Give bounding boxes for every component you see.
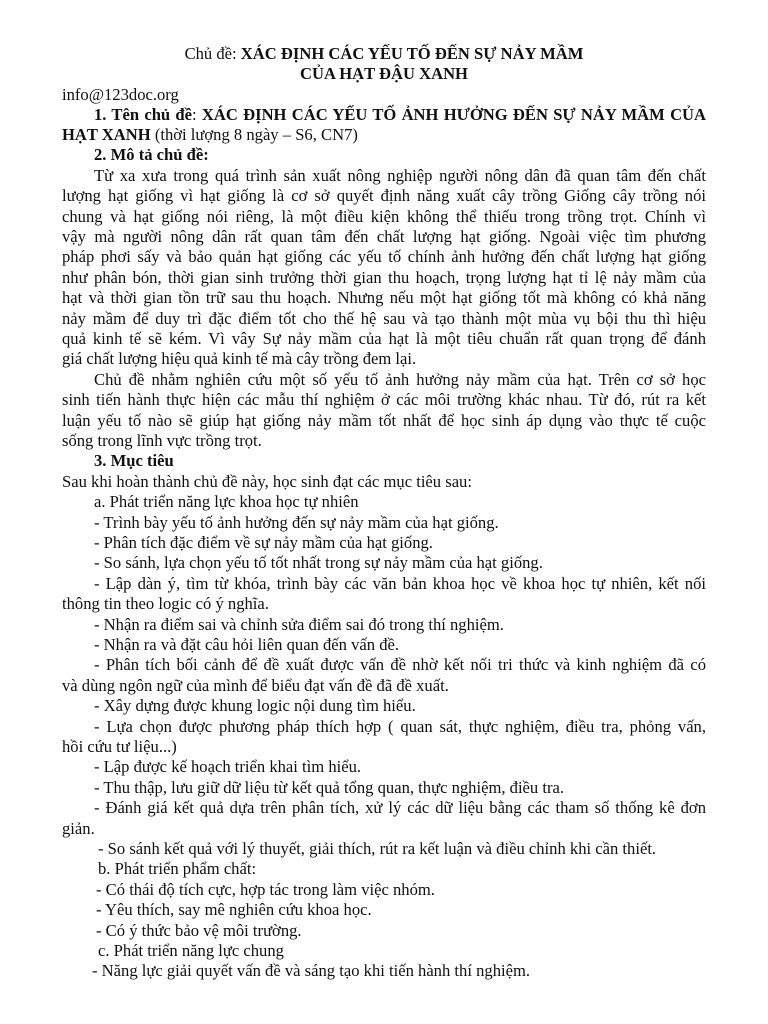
list-item: - Lập dàn ý, tìm từ khóa, trình bày các văn bản khoa học về khoa học tự nhiên, kết nối (94, 574, 706, 593)
section-1-duration: (thời lượng 8 ngày – S6, CN7) (150, 125, 358, 144)
section-2-heading: 2. Mô tả chủ đề: (94, 145, 209, 164)
list-item: - Trình bày yếu tố ảnh hưởng đến sự nảy mầm của hạt giống. (94, 513, 499, 532)
paragraph-line: chung và hạt giống nói riêng, là một điều kiện không thể thiếu trong trồng trọt. Chính vì (62, 207, 706, 226)
list-item: - Nhận ra điểm sai và chỉnh sửa điểm sai đó trong thí nghiệm. (94, 615, 504, 634)
section-3-intro: Sau khi hoàn thành chủ đề này, học sinh đạt các mục tiêu sau: (62, 472, 472, 491)
list-item: - So sánh kết quả với lý thuyết, giải thích, rút ra kết luận và điều chỉnh khi cần thiết. (98, 839, 657, 858)
paragraph-line: sống trong lĩnh vực trồng trọt. (62, 431, 262, 450)
paragraph-line: sinh tiến hành thực hiện các mẫu thí nghiệm ở các môi trường khác nhau. Từ đó, rút ra kết (62, 390, 706, 409)
email-text: info@123doc.org (62, 85, 179, 104)
list-item: - Lựa chọn được phương pháp thích hợp ( quan sát, thực nghiệm, điều tra, phỏng vấn, (94, 717, 706, 736)
title-main: XÁC ĐỊNH CÁC YẾU TỐ ĐẾN SỰ NẢY MẦM (240, 44, 584, 63)
section-1-topic-cont: HẠT XANH (62, 125, 151, 144)
list-item: - Năng lực giải quyết vấn đề và sáng tạo khi tiến hành thí nghiệm. (92, 961, 531, 980)
paragraph-line: vậy mà người nông dân rất quan tâm đến chất lượng hạt giống. Ngoài việc tìm phương (62, 227, 706, 246)
paragraph-line: quả kinh tế sẽ kém. Vì vây Sự nảy mầm của hạt là một tiêu chuẩn rất quan trọng để đánh (62, 329, 706, 348)
list-item: - Lập được kế hoạch triển khai tìm hiểu. (94, 757, 362, 776)
subsection-c-heading: c. Phát triển năng lực chung (98, 941, 284, 960)
title-main-cont: CỦA HẠT ĐẬU XANH (300, 64, 468, 83)
subsection-a-heading: a. Phát triển năng lực khoa học tự nhiên (94, 492, 359, 511)
list-item: - Có thái độ tích cực, hợp tác trong làm việc nhóm. (96, 880, 435, 899)
section-1-line-1: 1. Tên chủ đề: XÁC ĐỊNH CÁC YẾU TỐ ẢNH HƯỞNG ĐẾN SỰ NẢY MẦM CỦA (94, 105, 707, 124)
paragraph-line: Từ xa xưa trong quá trình sản xuất nông nghiệp người nông dân đã quan tâm đến chất (94, 166, 706, 185)
title-prefix: Chủ đề: (184, 44, 241, 63)
list-item-cont: giản. (62, 819, 95, 838)
list-item-cont: hồi cứu tư liệu...) (62, 737, 177, 756)
section-1-line-2 (62, 125, 768, 145)
list-item: - Yêu thích, say mê nghiên cứu khoa học. (96, 900, 372, 919)
document-title-line-2 (0, 64, 768, 84)
section-3-heading: 3. Mục tiêu (94, 451, 174, 470)
list-item-cont: và dùng ngôn ngữ của mình để biểu đạt vấn đề đã đề xuất. (62, 676, 449, 695)
list-item: - Phân tích đặc điểm về sự nảy mầm của hạt giống. (94, 533, 433, 552)
list-item: - Phân tích bối cảnh để đề xuất được vấn đề nhờ kết nối tri thức và kinh nghiệm đã có (94, 655, 706, 674)
section-1-topic: XÁC ĐỊNH CÁC YẾU TỐ ẢNH HƯỞNG ĐẾN SỰ NẢY MẦM CỦA (201, 105, 707, 124)
paragraph-line: pháp phơi sấy và bảo quản hạt giống các yếu tố chính ảnh hưởng đến chất lượng hạt giống (62, 247, 706, 266)
section-1-label: 1. Tên chủ đề (94, 105, 193, 124)
document-title-line-1 (0, 44, 768, 64)
list-item: - Có ý thức bảo vệ môi trường. (96, 921, 302, 940)
paragraph-line: như phân bón, thời gian sinh trưởng thời gian thu hoạch, trọng lượng hạt tỉ lệ nảy mầm của (62, 268, 706, 287)
paragraph-line: Chủ đề nhằm nghiên cứu một số yếu tố ảnh hưởng nảy mầm của hạt. Trên cơ sở học (94, 370, 706, 389)
list-item: - Thu thập, lưu giữ dữ liệu từ kết quả tổng quan, thực nghiệm, điều tra. (94, 778, 565, 797)
paragraph-line: nảy mầm để duy trì đặc điểm tốt cho thế hệ sau và tạo thành một mùa vụ bội thu thì hiệu (62, 309, 706, 328)
paragraph-line: lượng hạt giống vì hạt giống là cơ sở quyết định năng xuất cây trồng Giống cây trồng nói (62, 186, 706, 205)
list-item: - Xây dựng được khung logic nội dung tìm hiểu. (94, 696, 416, 715)
paragraph-line: giá chất lượng hiệu quả kinh tế mà cây trồng đem lại. (62, 349, 417, 368)
paragraph-line: hạt và thời gian tồn trữ sau thu hoạch. Nhưng nếu một hạt giống tốt mà không có khả năng (62, 288, 706, 307)
paragraph-line: luận yếu tố nào sẽ giúp hạt giống nảy mầm tốt nhất để học sinh áp dụng vào thực tế cuộc (62, 411, 706, 430)
list-item: - Nhận ra và đặt câu hỏi liên quan đến vấn đề. (94, 635, 400, 654)
list-item: - Đánh giá kết quả dựa trên phân tích, xử lý các dữ liệu bằng các tham số thống kê đơn (94, 798, 706, 817)
subsection-b-heading: b. Phát triển phẩm chất: (98, 859, 257, 878)
list-item: - So sánh, lựa chọn yếu tố tốt nhất trong sự nảy mầm của hạt giống. (94, 553, 543, 572)
list-item-cont: thông tin theo logic có ý nghĩa. (62, 594, 269, 613)
